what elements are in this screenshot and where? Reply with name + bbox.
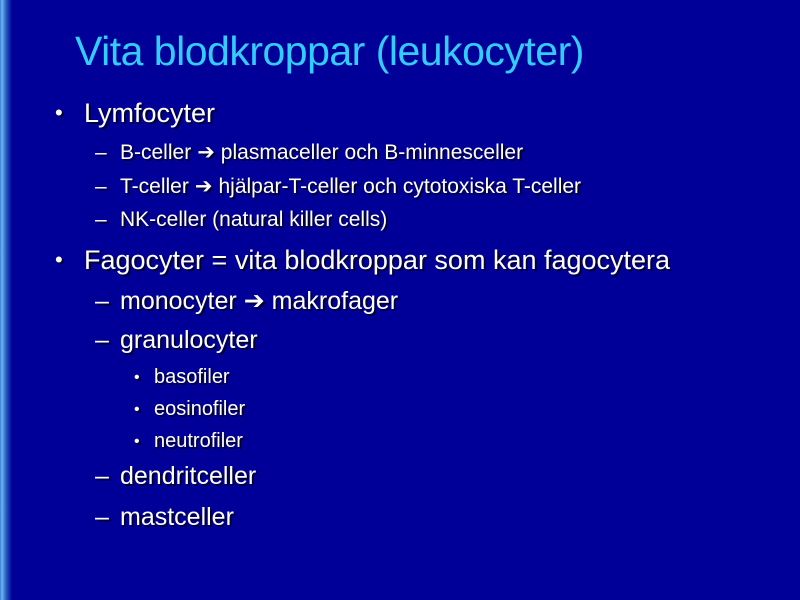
bullet-lymfocyter xyxy=(55,98,215,129)
subitem-granulocyter xyxy=(95,326,258,355)
subitem-text: mastceller xyxy=(120,503,234,531)
dash-marker: – xyxy=(95,326,109,354)
bullet-text: Fagocyter = vita blodkroppar som kan fagocytera xyxy=(84,245,671,275)
subsubitem-neutrofiler xyxy=(134,430,243,453)
subsubitem-basofiler xyxy=(134,366,230,389)
bullet-marker: • xyxy=(55,100,63,125)
arrow-icon: ➔ xyxy=(194,174,213,198)
subitem-text: granulocyter xyxy=(120,326,258,354)
bullet-marker: • xyxy=(134,401,140,418)
dash-marker: – xyxy=(95,503,109,531)
subitem-text-post: plasmaceller och B-minnesceller xyxy=(220,141,524,164)
arrow-icon: ➔ xyxy=(243,286,265,315)
subsubitem-text: basofiler xyxy=(154,366,230,388)
dash-marker: – xyxy=(95,208,107,231)
subsubitem-text: eosinofiler xyxy=(154,398,246,420)
subsubitem-text: neutrofiler xyxy=(154,430,243,452)
subitem-monocyter xyxy=(95,286,398,316)
slide-left-edge-strip xyxy=(0,0,12,600)
subitem-mastceller xyxy=(95,503,234,532)
subitem-text: dendritceller xyxy=(120,462,257,490)
subitem-b-celler xyxy=(95,140,523,165)
dash-marker: – xyxy=(95,175,107,198)
bullet-marker: • xyxy=(134,369,140,386)
bullet-marker: • xyxy=(134,433,140,450)
bullet-text: Lymfocyter xyxy=(84,98,216,128)
bullet-fagocyter xyxy=(55,245,670,276)
bullet-marker: • xyxy=(55,247,63,272)
subitem-dendritceller xyxy=(95,462,256,491)
dash-marker: – xyxy=(95,287,109,315)
subitem-text-pre: monocyter xyxy=(120,287,237,315)
subitem-nk-celler xyxy=(95,208,387,232)
subsubitem-eosinofiler xyxy=(134,398,245,421)
subitem-t-celler xyxy=(95,174,581,199)
subitem-text-post: hjälpar-T-celler och cytotoxiska T-celler xyxy=(218,175,582,198)
subitem-text-pre: T-celler xyxy=(120,175,189,198)
subitem-text: NK-celler (natural killer cells) xyxy=(120,208,388,231)
subitem-text-post: makrofager xyxy=(271,287,399,315)
dash-marker: – xyxy=(95,141,107,164)
subitem-text-pre: B-celler xyxy=(120,141,192,164)
dash-marker: – xyxy=(95,462,109,490)
slide-title: Vita blodkroppar (leukocyter) xyxy=(75,28,584,74)
arrow-icon: ➔ xyxy=(197,140,215,164)
